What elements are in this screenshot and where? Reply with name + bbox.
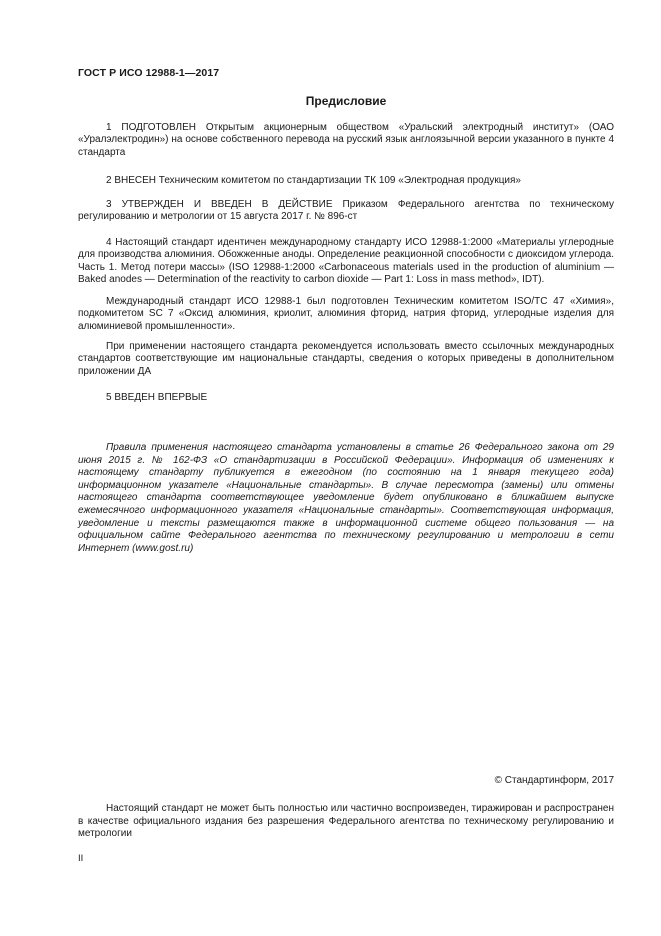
paragraph-prepared: 1 ПОДГОТОВЛЕН Открытым акционерным обществом «Уральский электродный институт» (ОАО «Уралэлектродин») на основе собственного перевода на русский язык англоязычной версии указанного в пункте 4 стандарта (78, 122, 614, 158)
page-number: II (78, 853, 84, 864)
paragraph-introduced: 2 ВНЕСЕН Техническим комитетом по стандартизации ТК 109 «Электродная продукция» (106, 175, 521, 186)
paragraph-first-introduced: 5 ВВЕДЕН ВПЕРВЫЕ (106, 392, 208, 403)
paragraph-approved: 3 УТВЕРЖДЕН И ВВЕДЕН В ДЕЙСТВИЕ Приказом Федерального агентства по техническому регулированию и метрологии от 15 августа 2017 г. № 896-ст (78, 199, 614, 223)
reproduction-notice: Настоящий стандарт не может быть полностью или частично воспроизведен, тиражирован и распространен в качестве официального издания без разрешения Федерального агентства по техническому регулированию и метрологии (78, 803, 614, 840)
paragraph-identical-standard: 4 Настоящий стандарт идентичен международному стандарту ИСО 12988-1:2000 «Материалы углеродные для производства алюминия. Обожженные аноды. Определение реакционной способности с диоксидом углерода. Часть 1. Метод потери массы» (ISO 12988-1:2000 «Carbonaceous materials used in the production of aluminium — Baked anodes — Determination of the reactivity to carbon dioxide — Part 1: Loss in mass method», IDT). (78, 237, 614, 286)
document-id: ГОСТ Р ИСО 12988-1—2017 (78, 67, 220, 79)
document-page (78, 0, 614, 936)
copyright-line: © Стандартинформ, 2017 (494, 775, 614, 786)
application-rules-notice: Правила применения настоящего стандарта установлены в статье 26 Федерального закона от 29 июня 2015 г. № 162-ФЗ «О стандартизации в Российской Федерации». Информация об изменениях к настоящему стандарту публикуется в ежегодном (по состоянию на 1 января текущего года) информационном указателе «Национальные стандарты». В случае пересмотра (замены) или отмены настоящего стандарта соответствующее уведомление будет опубликовано в ближайшем выпуске ежемесячного информационного указателя «Национальные стандарты». Соответствующая информация, уведомление и тексты размещаются также в информационной системе общего пользования — на официальном сайте Федерального агентства по техническому регулированию и метрологии в сети Интернет (www.gost.ru) (78, 442, 614, 554)
paragraph-reference-note: При применении настоящего стандарта рекомендуется использовать вместо ссылочных международных стандартов соответствующие им национальные стандарты, сведения о которых приведены в дополнительном приложении ДА (78, 341, 614, 377)
section-heading: Предисловие (305, 94, 387, 108)
paragraph-international-committee: Международный стандарт ИСО 12988-1 был подготовлен Техническим комитетом ISO/TC 47 «Химия», подкомитетом SC 7 «Оксид алюминия, криолит, алюминия фторид, натрия фторид, углеродные изделия для алюминиевой промышленности». (78, 296, 614, 332)
